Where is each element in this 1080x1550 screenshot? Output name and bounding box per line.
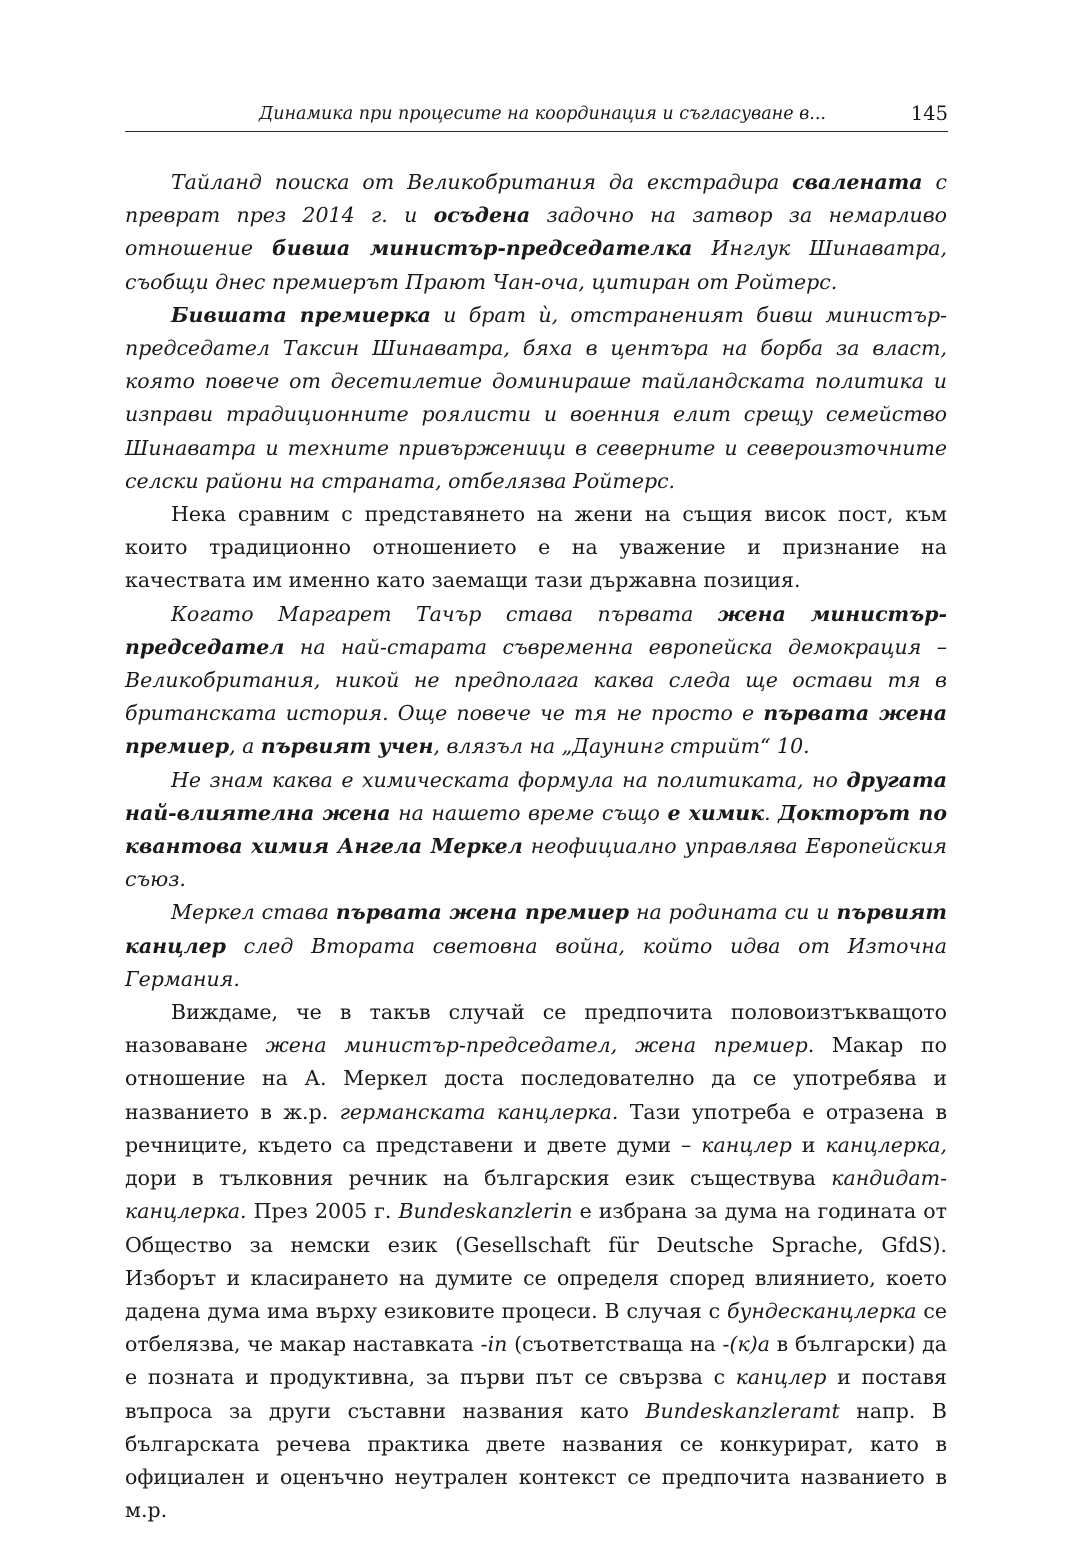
italic-term: канцлер <box>735 1365 827 1390</box>
bold-phrase: сваленaта <box>792 170 923 194</box>
text-run: напр. В българската речева практика двете названия се конкурират, като в официален и оценъчно неутрален контекст се предпочита названието в м.р. <box>125 1398 947 1523</box>
bold-phrase: първата жена премиер <box>125 701 947 759</box>
paragraph-4 <box>125 598 947 764</box>
text-run: Инглук Шинаватра, съобщи днес премиерът Прают Чан-оча, цитиран от Ройтерс. <box>125 236 947 294</box>
text-run: и брат ѝ, отстраненият бивш министър-председател Таксин Шинаватра, бяха в центъра на борба за власт, която повече от десетилетие доминираше тайландската политика и изправи традиционните роялисти и военния елит срещу семейство Шинаватра и техните привърженици в северните и североизточните селски райони на страната, отбелязва Ройтерс. <box>125 302 947 493</box>
text-run: на най-старата съвременна европейска демокрация – Великобритания, никой не предполага каква следа ще остави тя в британската история. Още повече че тя не просто е <box>125 634 947 726</box>
paragraph-6 <box>125 896 947 996</box>
bold-phrase: първата жена премиер <box>335 900 630 925</box>
running-title: Динамика при процесите на координация и съгласуване в... <box>259 104 826 124</box>
paragraph-5 <box>125 764 947 897</box>
text-run: Нека сравним с представянето на жени на същия висок пост, към които традиционно отношението е на уважение и признание на качествата им именно като заемащи тази държавна позиция. <box>125 502 947 593</box>
text-run: и поставя въпроса за други съставни названия като <box>125 1365 947 1423</box>
italic-term: -in <box>480 1332 508 1357</box>
text-run: неофициално управлява Европейския съюз. <box>125 834 947 892</box>
bold-phrase: първият канцлер <box>125 900 948 958</box>
bold-phrase: е химик <box>667 800 765 825</box>
text-run: Когато Маргарет Тачър става първата <box>171 601 718 626</box>
paragraph-1 <box>125 166 947 299</box>
text-run: задочно на затвор за немарливо отношение <box>125 203 947 261</box>
page-header <box>125 101 948 132</box>
bold-phrase: Бившата премиерка <box>171 302 431 327</box>
text-run: в български) да е позната и продуктивна, за първи път се свързва с <box>125 1332 948 1390</box>
text-run: е избрана за дума на годината от Общество за немски език (Gesellschaft für Deutsche Sprache, GfdS). Изборът и класирането на думите се определя според влиянието, което дадена дума има върху езиковите процеси. В случая с <box>125 1199 947 1323</box>
text-run: на нашето време също <box>390 800 668 825</box>
text-run: (съответстваща на <box>507 1332 723 1357</box>
italic-term: канцлер <box>701 1132 792 1157</box>
bold-phrase: първият учен <box>260 734 434 759</box>
page-number: 145 <box>910 102 948 125</box>
text-run: Макар по отношение на А. Меркел доста последователно да се употребява и названието в ж.р. <box>125 1033 947 1124</box>
text-run: , а <box>229 734 261 759</box>
paragraph-3 <box>125 498 947 598</box>
bold-phrase: другата най-влиятелна жена <box>125 767 947 825</box>
bold-phrase: осъдена <box>433 203 531 228</box>
text-run: Меркел става <box>171 900 336 925</box>
text-run: се отбелязва, че макар наставката <box>125 1298 948 1357</box>
text-run: Тази употреба е отразена в речниците, където са представени и двете думи – <box>125 1099 947 1157</box>
text-run: Не знам каква е химическата формула на политиката, но <box>171 767 847 792</box>
text-run: . <box>764 800 779 825</box>
bold-phrase: бивша министър-председателка <box>271 236 693 261</box>
italic-term: Bundeskanzleramt <box>645 1398 840 1423</box>
italic-term: бундесканцлерка <box>726 1298 917 1323</box>
text-run: Виждаме, че в такъв случай се предпочита половоизтъкващото назоваване <box>125 1000 947 1058</box>
text-body <box>125 166 947 1527</box>
paragraph-7 <box>125 996 947 1527</box>
text-run: с преврат през 2014 г. и <box>125 170 947 228</box>
italic-term: канцлерка, <box>825 1132 947 1157</box>
italic-term: германската канцлерка. <box>339 1099 619 1124</box>
bold-phrase: жена министър-председател <box>125 601 947 659</box>
text-run: на родината си и <box>629 900 837 925</box>
text-run: дори в тълковния речник на българския език съществува <box>125 1166 832 1191</box>
italic-term: жена министър-председател, жена премиер. <box>265 1033 815 1058</box>
text-run: след Втората световна война, който идва от Източна Германия. <box>125 933 947 991</box>
text-run: , влязъл на „Даунинг стрийт“ 10. <box>433 734 810 759</box>
bold-phrase: Докторът по квантова химия Ангела Меркел <box>125 800 947 859</box>
italic-term: кандидат-канцлерка. <box>125 1166 947 1224</box>
paragraph-2 <box>125 299 947 498</box>
text-run: и <box>791 1132 826 1157</box>
text-run: През 2005 г. <box>246 1199 399 1224</box>
italic-term: Bundeskanzlerin <box>398 1199 573 1224</box>
text-run: Тайланд поиска от Великобритания да екстрадира <box>171 170 793 194</box>
italic-term: -(к)а <box>722 1332 770 1357</box>
